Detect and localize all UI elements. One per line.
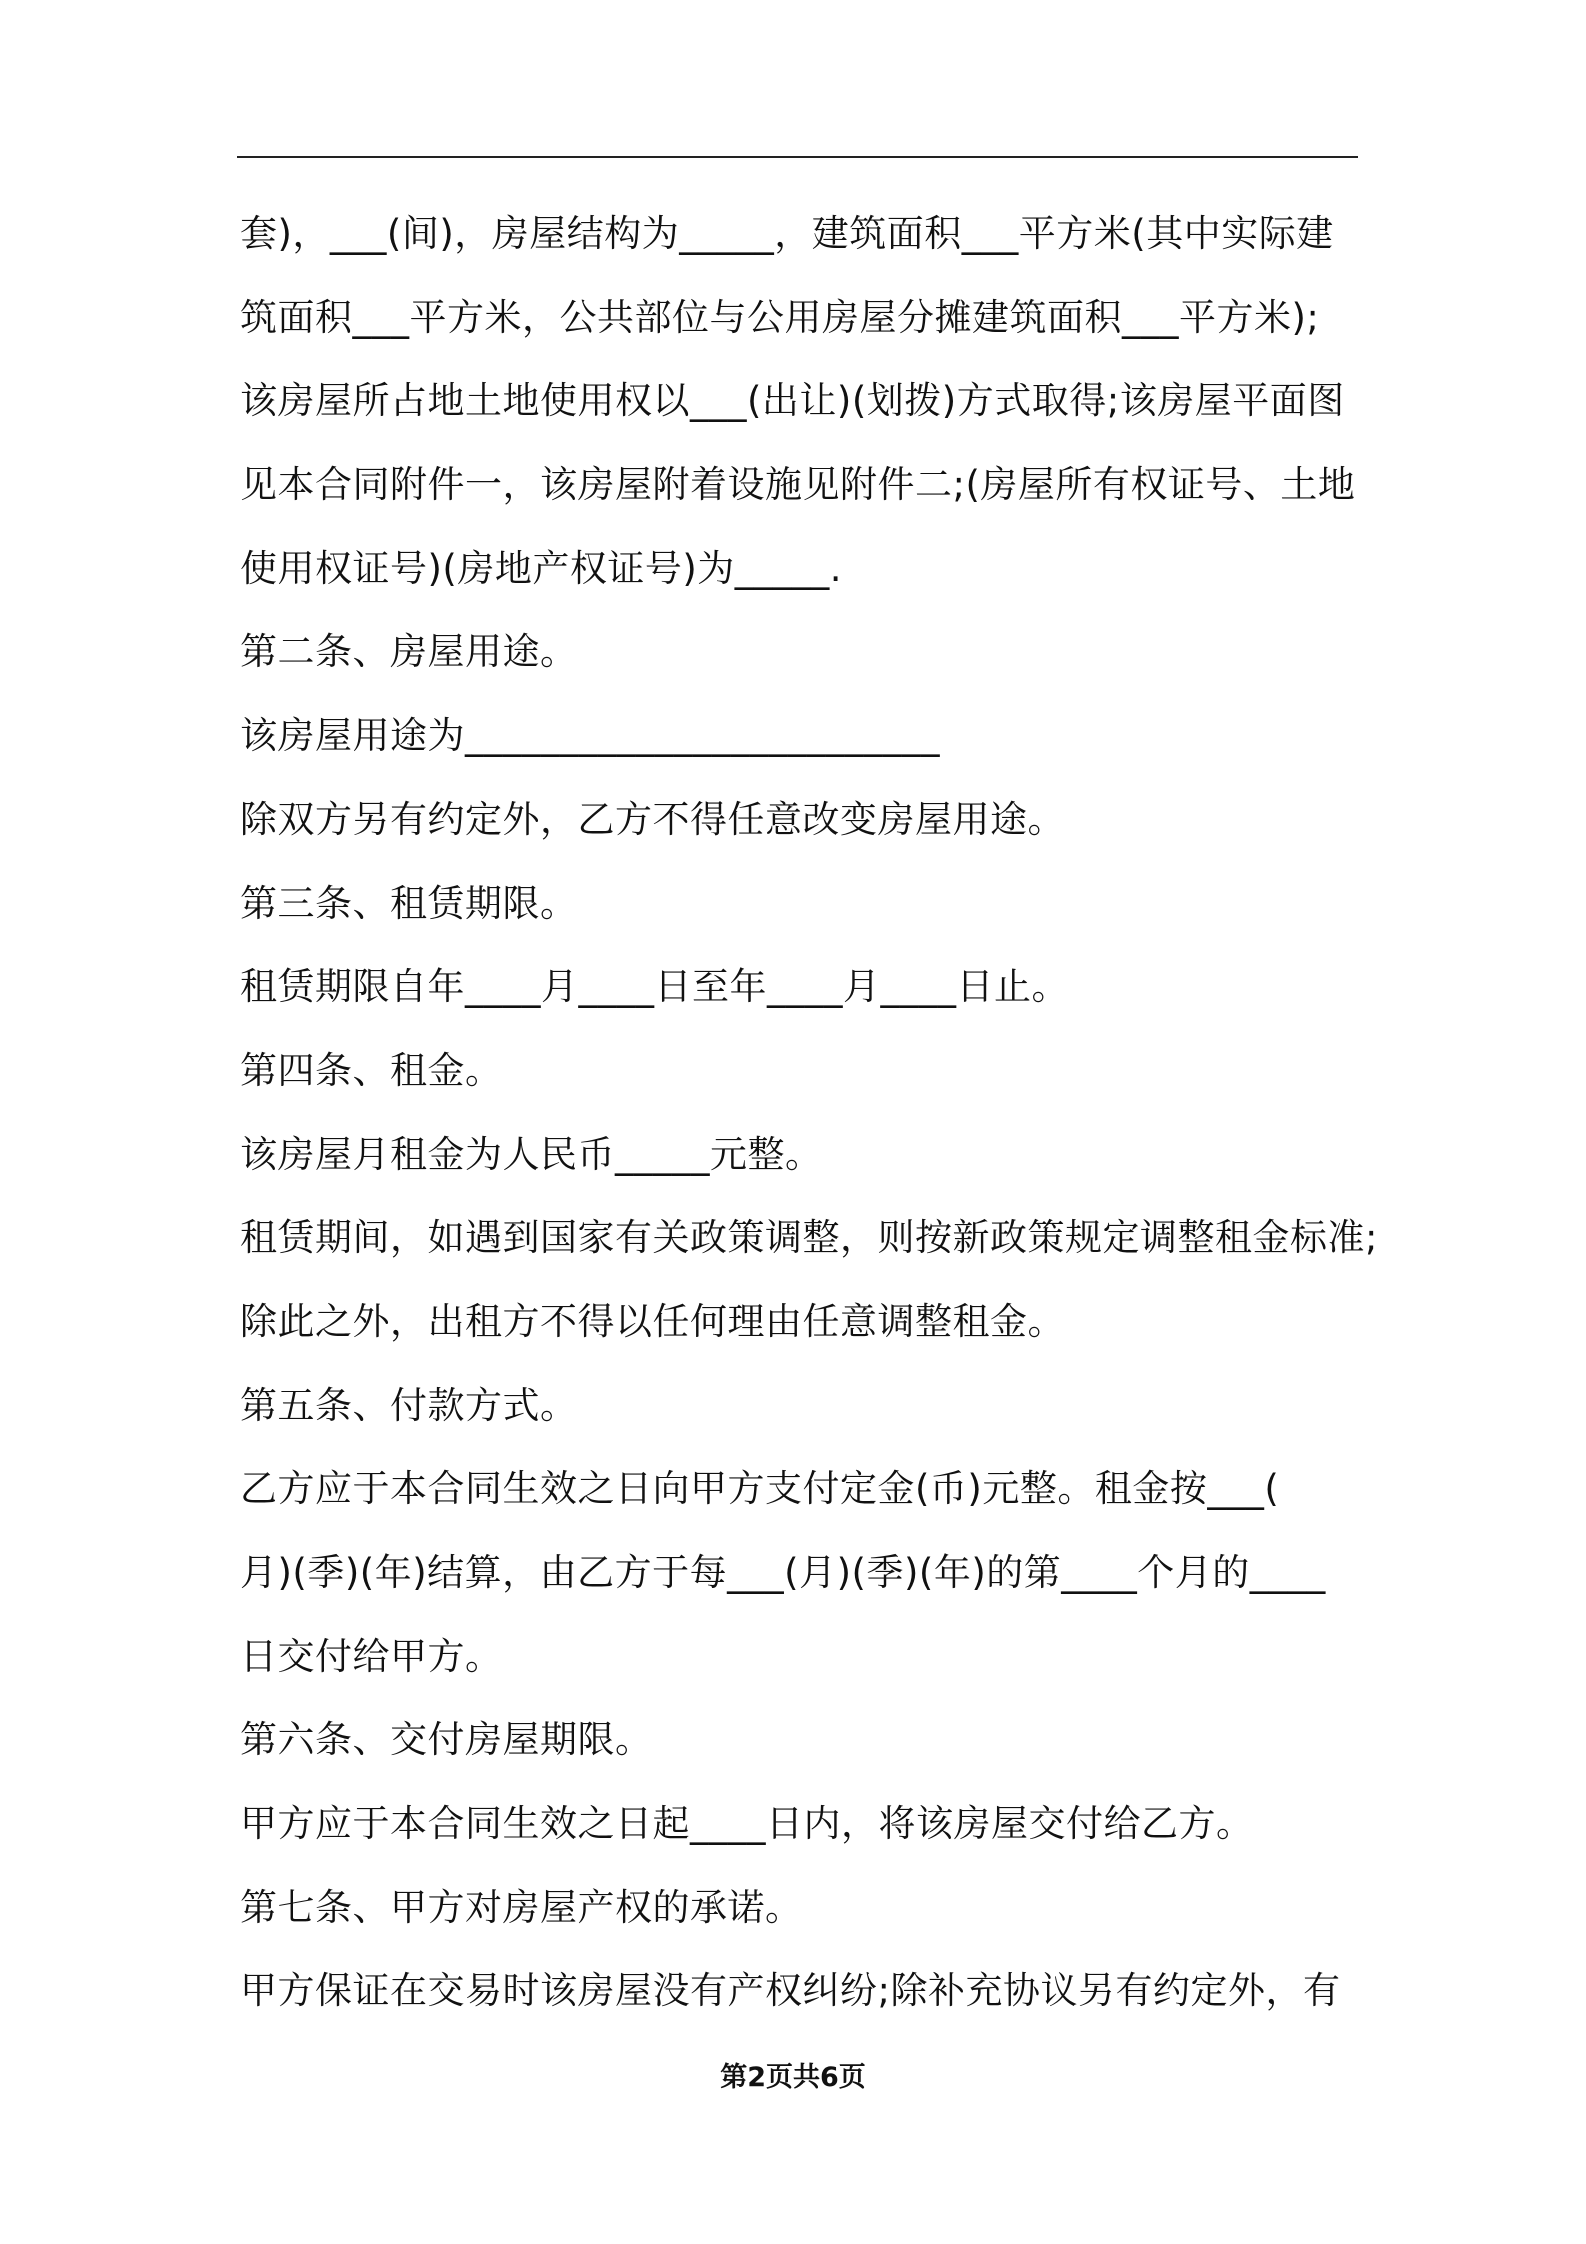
body-line: 租赁期间，如遇到国家有关政策调整，则按新政策规定调整租金标准; [240, 1216, 1378, 1260]
contract-body [240, 192, 1378, 2033]
section-heading: 第二条、房屋用途。 [240, 630, 578, 674]
header-rule [237, 156, 1358, 158]
section-heading: 第五条、付款方式。 [240, 1383, 578, 1427]
body-line: 使用权证号)(房地产权证号)为_____. [240, 546, 843, 590]
body-line: 日交付给甲方。 [240, 1634, 503, 1678]
page-number: 第2页共6页 [720, 2062, 866, 2093]
section-heading: 第四条、租金。 [240, 1048, 503, 1092]
section-heading: 第六条、交付房屋期限。 [240, 1718, 653, 1762]
body-line: 除此之外，出租方不得以任何理由任意调整租金。 [240, 1299, 1065, 1343]
body-line: 除双方另有约定外，乙方不得任意改变房屋用途。 [240, 797, 1065, 841]
body-line: 见本合同附件一，该房屋附着设施见附件二;(房屋所有权证号、土地 [240, 463, 1356, 507]
body-line: 筑面积___平方米，公共部位与公用房屋分摊建筑面积___平方米); [240, 295, 1320, 339]
body-line: 该房屋所占地土地使用权以___(出让)(划拨)方式取得;该房屋平面图 [240, 379, 1345, 423]
body-line: 乙方应于本合同生效之日向甲方支付定金(币)元整。租金按___( [240, 1467, 1280, 1511]
body-line: 套)，___(间)，房屋结构为_____，建筑面积___平方米(其中实际建 [240, 212, 1334, 255]
body-line: 甲方应于本合同生效之日起____日内，将该房屋交付给乙方。 [240, 1802, 1254, 1846]
section-heading: 第三条、租赁期限。 [240, 881, 578, 925]
section-heading: 第七条、甲方对房屋产权的承诺。 [240, 1885, 803, 1929]
body-line: 月)(季)(年)结算，由乙方于每___(月)(季)(年)的第____个月的____ [240, 1551, 1326, 1594]
body-line: 该房屋月租金为人民币_____元整。 [240, 1132, 823, 1176]
body-line: 租赁期限自年____月____日至年____月____日止。 [240, 965, 1069, 1009]
body-line: 该房屋用途为_________________________ [240, 714, 940, 758]
body-line: 甲方保证在交易时该房屋没有产权纠纷;除补充协议另有约定外，有 [240, 1969, 1341, 2013]
